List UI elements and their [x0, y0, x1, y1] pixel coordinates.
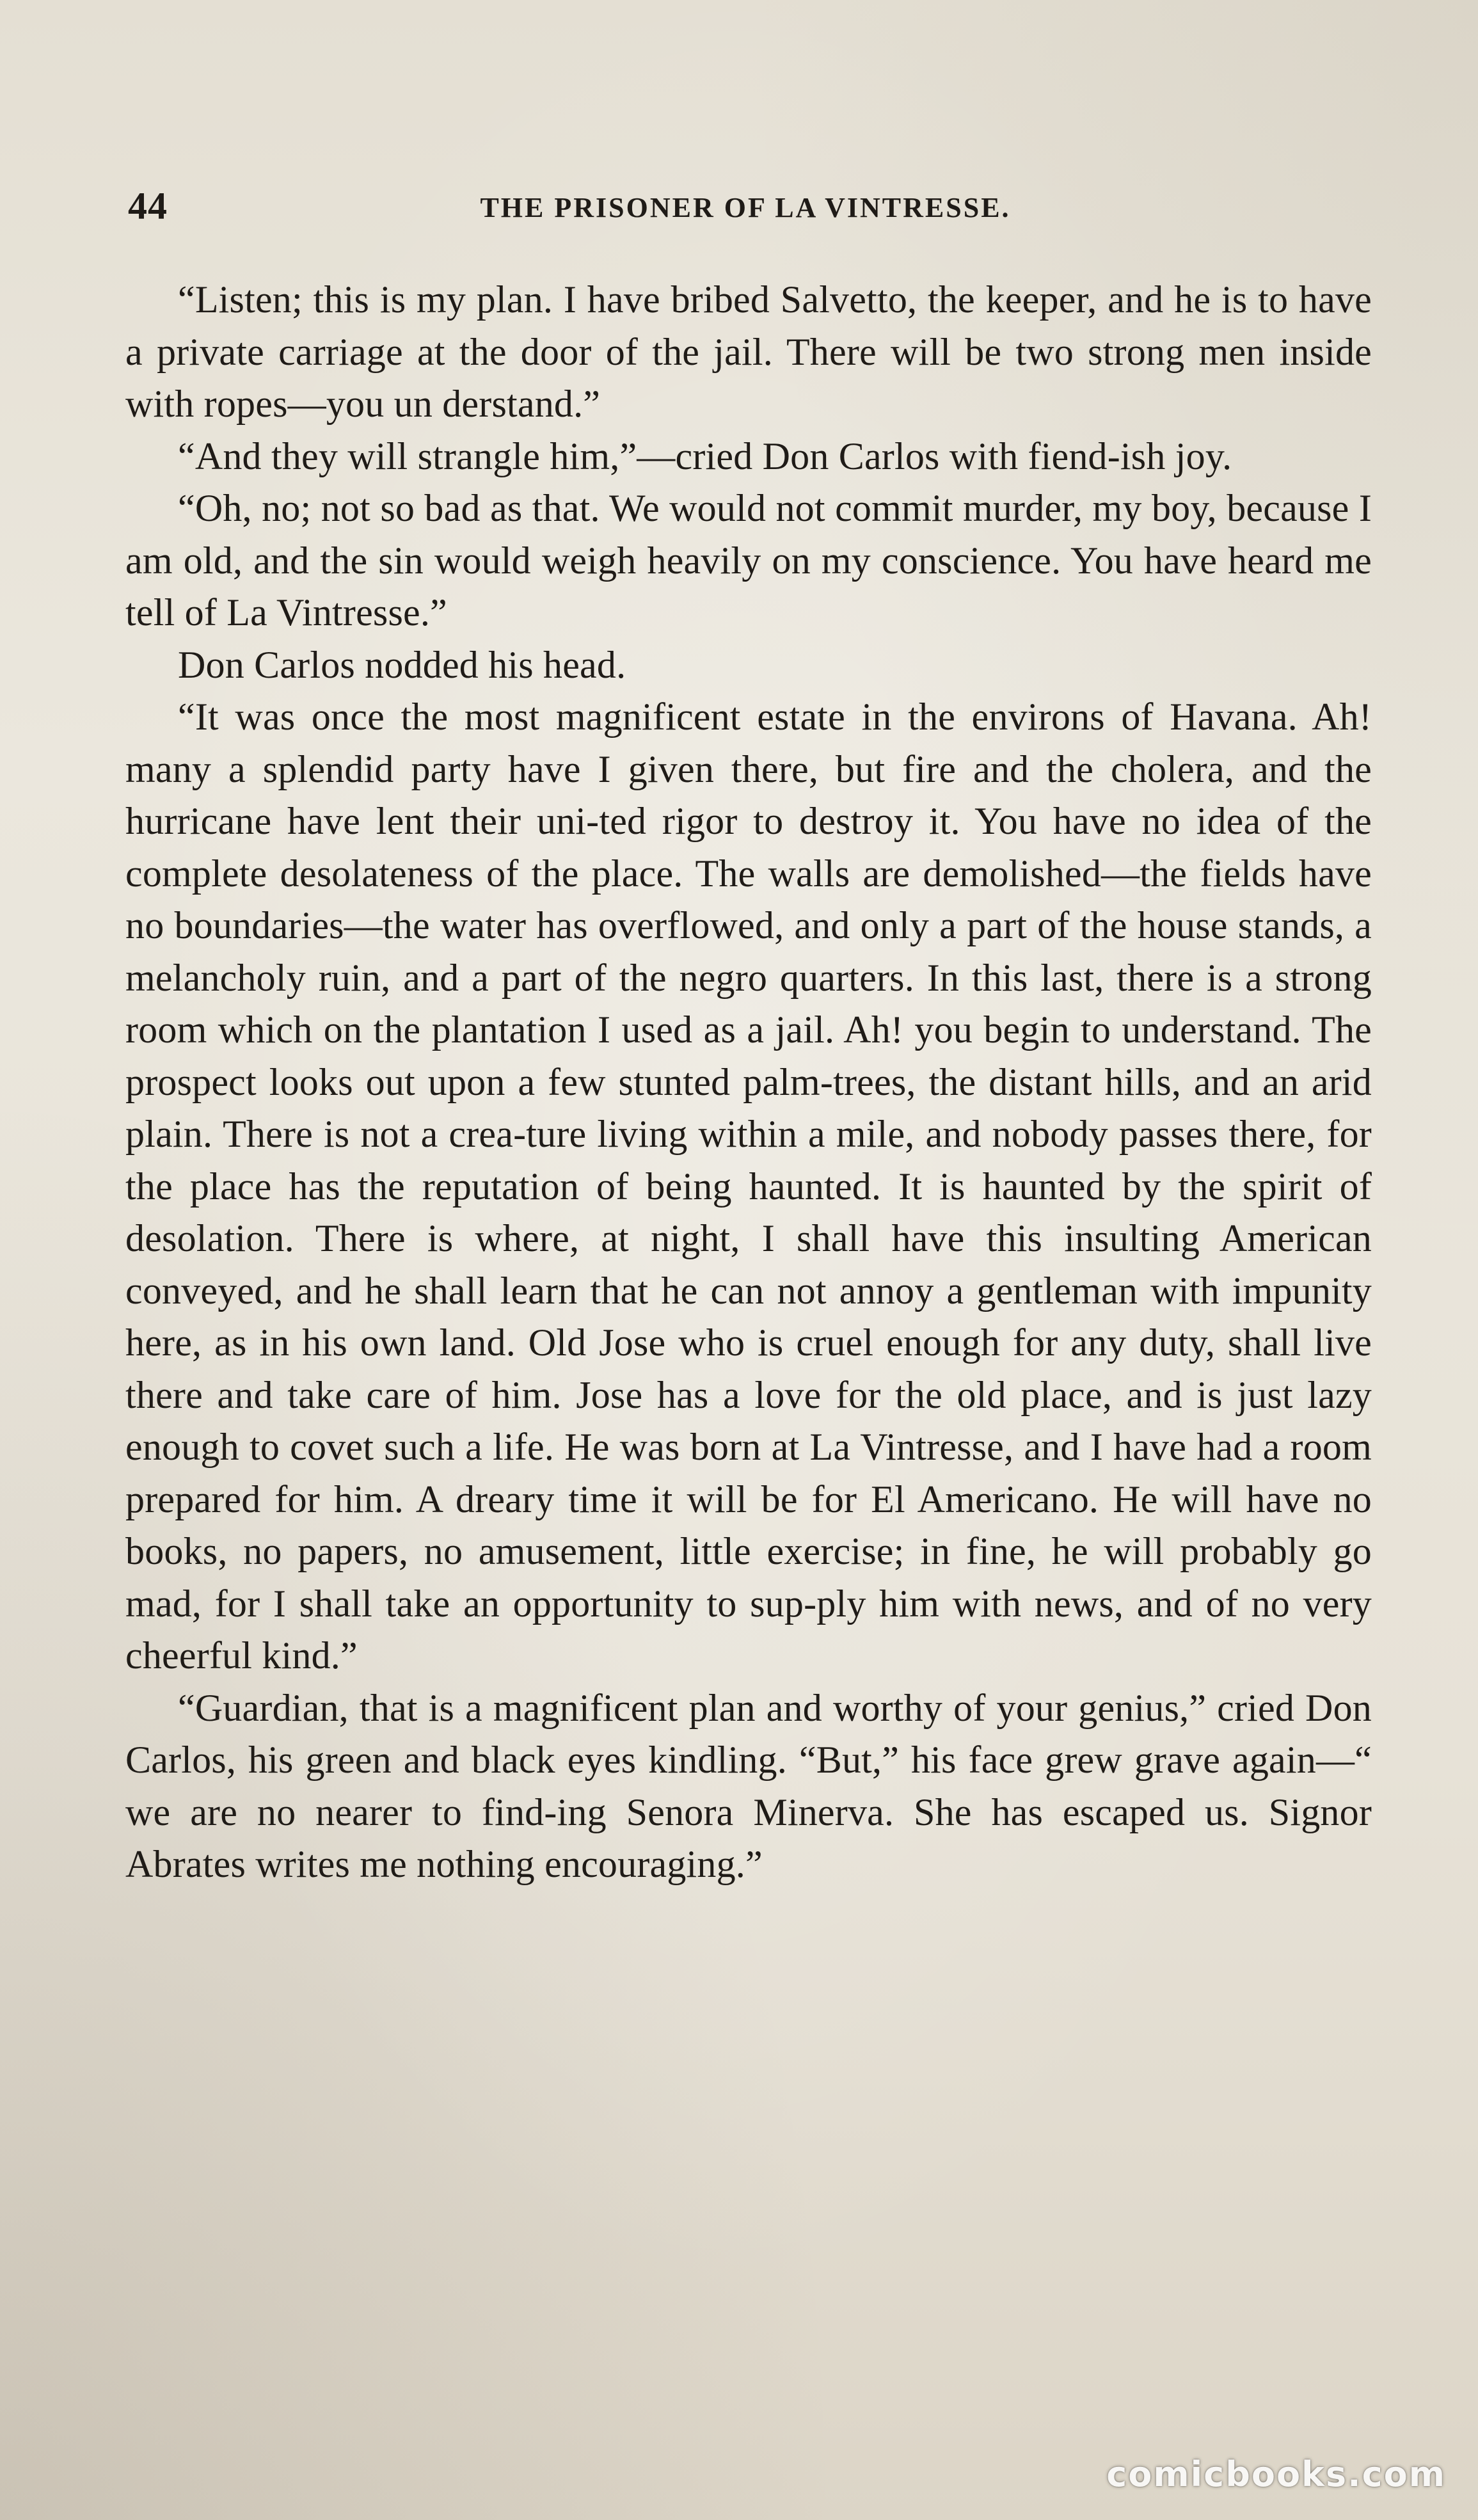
page-number: 44 [128, 185, 168, 227]
paragraph: “And they will strangle him,”—cried Don Carlos with fiend-ish joy. [178, 435, 1232, 477]
paragraph: “Listen; this is my plan. I have bribed Salvetto, the keeper, and he is to have a private carriage at the door of the jail. There will be two strong men inside with ropes—you un derstand.” [125, 278, 1372, 425]
watermark: comicbooks.com [1106, 2454, 1446, 2494]
body-text [125, 274, 1372, 1891]
running-title: THE PRISONER OF LA VINTRESSE. [480, 192, 1011, 223]
paragraph: “It was once the most magnificent estate in the environs of Havana. Ah! many a splendid party have I given there, but fire and the cholera, and the hurricane have lent their uni-ted rigor to destroy it. You have no idea of the complete desolateness of the place. The walls are demolished—the fields have no boundaries—the water has overflowed, and only a part of the house stands, a melancholy ruin, and a part of the negro quarters. In this last, there is a strong room which on the plantation I used as a jail. Ah! you begin to understand. The prospect looks out upon a few stunted palm-trees, the distant hills, and an arid plain. There is not a crea-ture living within a mile, and nobody passes there, for the place has the reputation of being haunted. It is haunted by the spirit of desolation. There is where, at night, I shall have this insulting American conveyed, and he shall learn that he can not annoy a gentleman with impunity here, as in his own land. Old Jose who is cruel enough for any duty, shall live there and take care of him. Jose has a love for the old place, and is just lazy enough to covet such a life. He was born at La Vintresse, and I have had a room prepared for him. A dreary time it will be for El Americano. He will have no books, no papers, no amusement, little exercise; in fine, he will probably go mad, for I shall take an opportunity to sup-ply him with news, and of no very cheerful kind.” [125, 696, 1372, 1677]
paragraph: “Guardian, that is a magnificent plan and worthy of your genius,” cried Don Carlos, his green and black eyes kindling. “But,” his face grew grave again—“ we are no nearer to find-ing Senora Minerva. She has escaped us. Signor Abrates writes me nothing encouraging.” [125, 1686, 1372, 1885]
paragraph: “Oh, no; not so bad as that. We would not commit murder, my boy, because I am old, and the sin would weigh heavily on my conscience. You have heard me tell of La Vintresse.” [125, 487, 1372, 634]
running-head [128, 180, 1318, 232]
paragraph: Don Carlos nodded his head. [178, 643, 626, 686]
